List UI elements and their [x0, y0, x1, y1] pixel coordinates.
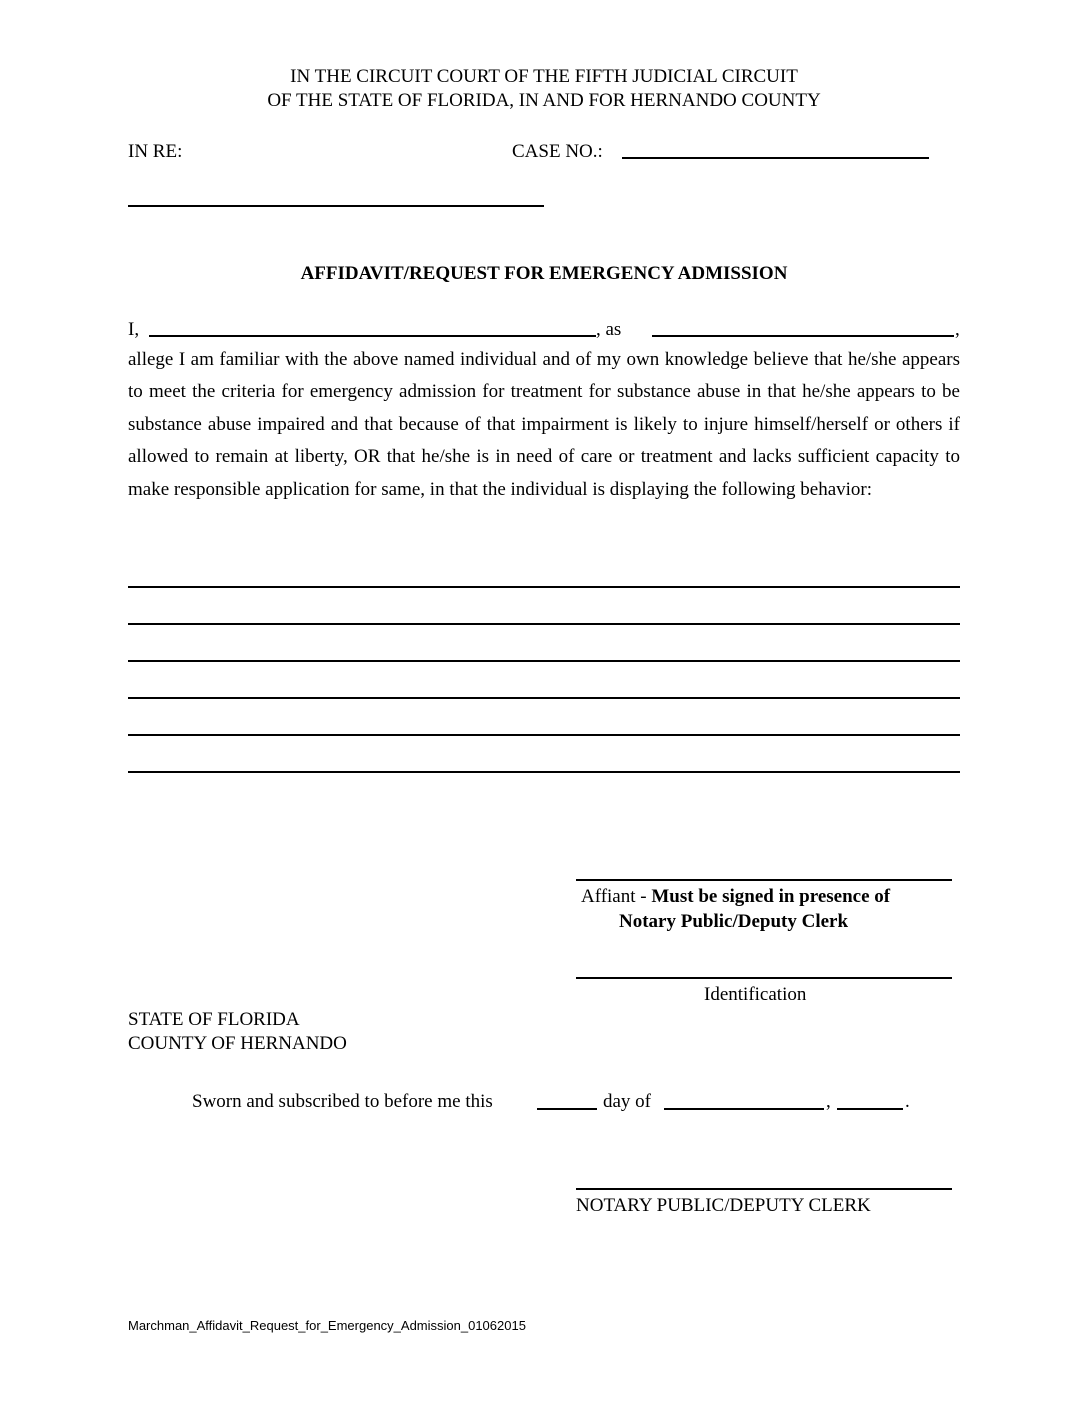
affiant-trailing-comma: ,	[955, 319, 960, 340]
jurat-comma: ,	[826, 1091, 831, 1112]
notary-signature-line[interactable]	[576, 1188, 952, 1190]
behavior-line[interactable]	[128, 771, 960, 773]
court-header-line-1: IN THE CIRCUIT COURT OF THE FIFTH JUDICIAL CIRCUIT	[290, 66, 798, 87]
behavior-line[interactable]	[128, 586, 960, 588]
affiant-signature-caption	[581, 886, 890, 908]
affiant-relationship-blank[interactable]	[652, 335, 954, 337]
affiant-label: Affiant -	[581, 886, 647, 907]
affiant-i-label: I,	[128, 319, 140, 340]
behavior-line[interactable]	[128, 660, 960, 662]
jurat-prefix: Sworn and subscribed to before me this	[192, 1091, 493, 1112]
venue-county: COUNTY OF HERNANDO	[128, 1033, 347, 1054]
identification-label: Identification	[704, 984, 807, 1005]
court-header-line-2: OF THE STATE OF FLORIDA, IN AND FOR HERNANDO COUNTY	[267, 90, 821, 111]
affidavit-body: allege I am familiar with the above named individual and of my own knowledge believe that he/she appears to meet the criteria for emergency admission for treatment for substance abuse in that he/she appears to be substance abuse impaired and that because of that impairment is likely to injure himself/herself or others if allowed to remain at liberty, OR that he/she is in need of care or treatment and lacks sufficient capacity to make responsible application for same, in that the individual is displaying the following behavior:	[128, 349, 960, 500]
jurat-month-blank[interactable]	[664, 1108, 824, 1110]
affiant-name-blank[interactable]	[149, 335, 596, 337]
footer-filename: Marchman_Affidavit_Request_for_Emergency_Admission_01062015	[128, 1318, 526, 1333]
jurat-day-blank[interactable]	[537, 1108, 597, 1110]
affiant-as-label: , as	[596, 319, 622, 340]
behavior-line[interactable]	[128, 734, 960, 736]
notary-label: NOTARY PUBLIC/DEPUTY CLERK	[576, 1195, 871, 1216]
case-no-label: CASE NO.:	[512, 141, 603, 162]
document-title: AFFIDAVIT/REQUEST FOR EMERGENCY ADMISSION	[300, 263, 788, 284]
behavior-line[interactable]	[128, 623, 960, 625]
jurat-day-of: day of	[603, 1091, 652, 1112]
behavior-line[interactable]	[128, 697, 960, 699]
affiant-note-line-1: Must be signed in presence of	[651, 886, 891, 907]
identification-line[interactable]	[576, 977, 952, 979]
jurat-year-blank[interactable]	[837, 1108, 903, 1110]
respondent-name-blank[interactable]	[128, 205, 544, 207]
case-number-blank[interactable]	[622, 157, 929, 159]
venue-state: STATE OF FLORIDA	[128, 1009, 300, 1030]
in-re-label: IN RE:	[128, 141, 183, 162]
affiant-note-line-2: Notary Public/Deputy Clerk	[619, 911, 849, 932]
jurat-period: .	[905, 1091, 910, 1112]
affiant-signature-line[interactable]	[576, 879, 952, 881]
